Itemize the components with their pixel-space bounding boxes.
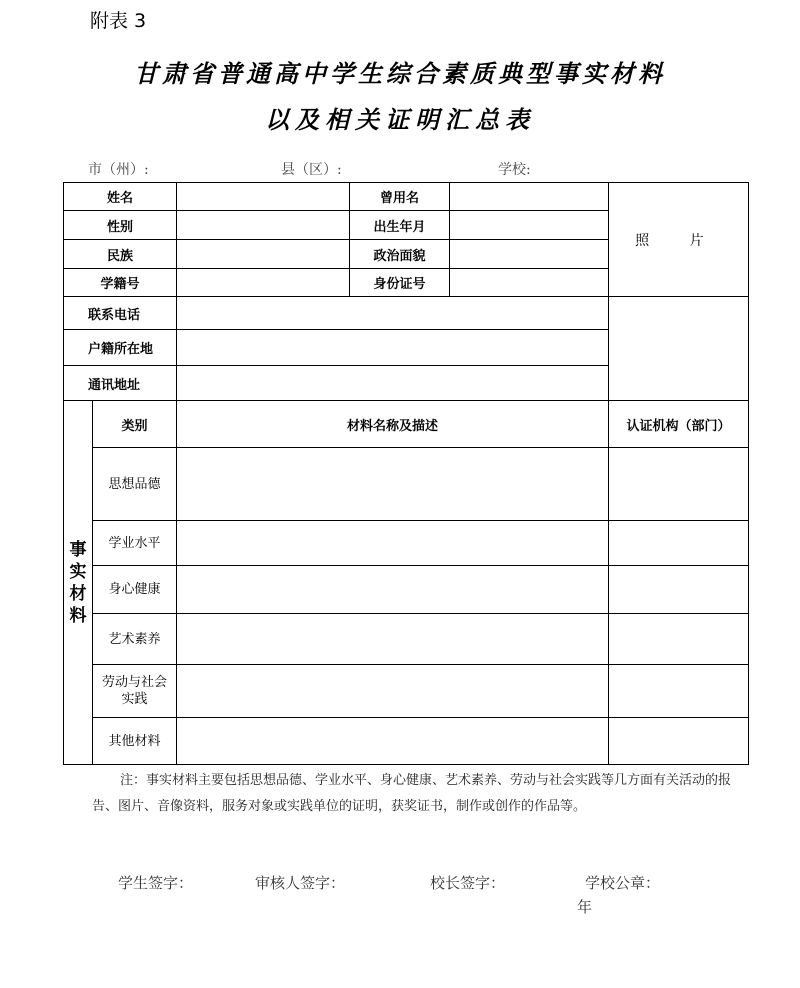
phone-field[interactable] (177, 297, 609, 330)
authority-field-labor[interactable] (609, 665, 749, 718)
photo-box-lower (609, 297, 749, 401)
description-field-academic[interactable] (177, 521, 609, 566)
photo-box[interactable]: 照 片 (609, 183, 749, 297)
student-signature-label: 学生签字： (118, 874, 194, 892)
gender-field[interactable] (177, 211, 350, 240)
category-other: 其他材料 (93, 718, 177, 765)
authority-header: 认证机构（部门） (609, 401, 749, 448)
school-label: 学校: (498, 162, 531, 178)
category-labor: 劳动与社会实践 (93, 665, 177, 718)
county-label: 县（区）: (281, 162, 342, 178)
mailing-address-label: 通讯地址 (64, 366, 177, 401)
authority-field-academic[interactable] (609, 521, 749, 566)
school-seal-label: 学校公章： (585, 874, 661, 892)
name-label: 姓名 (64, 183, 177, 211)
appendix-label: 附表 3 (90, 10, 147, 32)
description-field-labor[interactable] (177, 665, 609, 718)
reviewer-signature-label: 审核人签字： (255, 874, 346, 892)
mailing-address-field[interactable] (177, 366, 609, 401)
summary-form-table (63, 182, 749, 765)
authority-field-arts[interactable] (609, 614, 749, 665)
political-status-label: 政治面貌 (350, 240, 450, 269)
id-number-field[interactable] (450, 269, 609, 297)
category-header: 类别 (93, 401, 177, 448)
id-number-label: 身份证号 (350, 269, 450, 297)
student-id-field[interactable] (177, 269, 350, 297)
household-address-label: 户籍所在地 (64, 330, 177, 366)
description-field-moral[interactable] (177, 448, 609, 521)
birth-date-label: 出生年月 (350, 211, 450, 240)
authority-field-other[interactable] (609, 718, 749, 765)
household-address-field[interactable] (177, 330, 609, 366)
document-subtitle: 以及相关证明汇总表 (265, 105, 535, 134)
category-academic: 学业水平 (93, 521, 177, 566)
materials-section-label: 事实材料 (69, 539, 87, 626)
birth-date-field[interactable] (450, 211, 609, 240)
former-name-label: 曾用名 (350, 183, 450, 211)
authority-field-moral[interactable] (609, 448, 749, 521)
category-moral: 思想品德 (93, 448, 177, 521)
category-arts: 艺术素养 (93, 614, 177, 665)
ethnicity-field[interactable] (177, 240, 350, 269)
phone-label: 联系电话 (64, 297, 177, 330)
political-status-field[interactable] (450, 240, 609, 269)
authority-field-health[interactable] (609, 566, 749, 614)
description-field-health[interactable] (177, 566, 609, 614)
principal-signature-label: 校长签字： (430, 874, 506, 892)
description-header: 材料名称及描述 (177, 401, 609, 448)
document-title: 甘肃省普通高中学生综合素质典型事实材料 (134, 59, 666, 88)
gender-label: 性别 (64, 211, 177, 240)
student-id-label: 学籍号 (64, 269, 177, 297)
description-field-arts[interactable] (177, 614, 609, 665)
city-label: 市（州）: (88, 162, 149, 178)
ethnicity-label: 民族 (64, 240, 177, 269)
materials-section (64, 401, 93, 765)
year-label: 年 (577, 898, 593, 916)
former-name-field[interactable] (450, 183, 609, 211)
note-text: 注：事实材料主要包括思想品德、学业水平、身心健康、艺术素养、劳动与社会实践等几方面有关活动的报告、图片、音像资料，服务对象或实践单位的证明，获奖证书，制作或创作的作品等。 (92, 773, 732, 814)
name-field[interactable] (177, 183, 350, 211)
description-field-other[interactable] (177, 718, 609, 765)
category-health: 身心健康 (93, 566, 177, 614)
